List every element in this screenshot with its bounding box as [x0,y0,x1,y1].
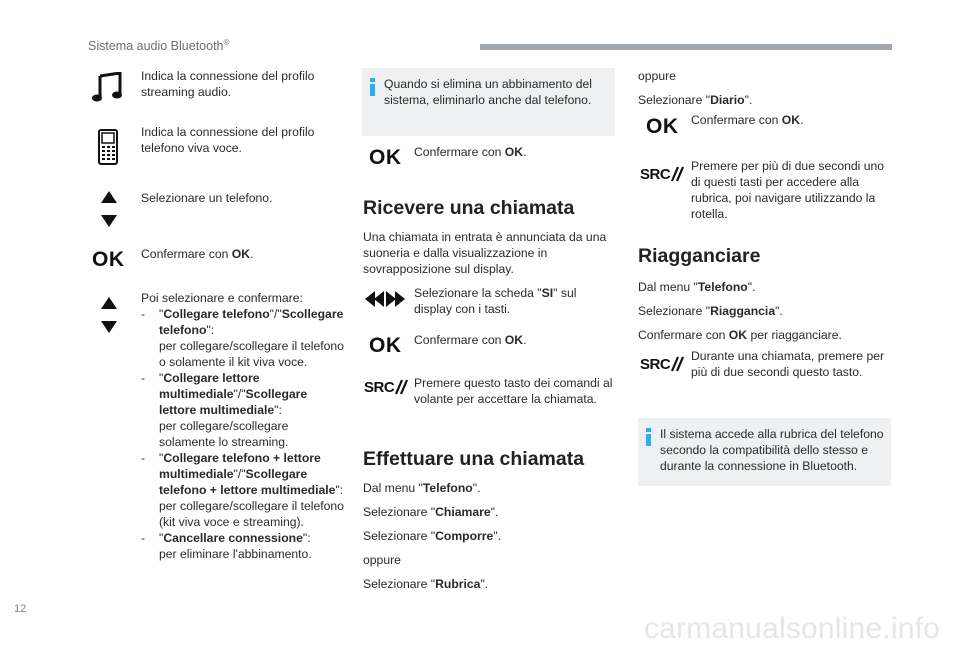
info-phonebook-text: Il sistema accede alla rubrica del telefono secondo la compatibilità dello stesso e durante la connessione in Bluetooth. [660,427,884,473]
music-note-icon [92,72,124,107]
during-call-text: Durante una chiamata, premere per più di due secondi questo tasto. [691,349,885,379]
menu-phone-text: Dal menu "Telefono". [363,481,481,495]
ok-button-icon: OK [646,115,679,138]
connection-options-list [141,306,346,562]
incoming-call-text: Una chiamata in entrata è annunciata da una suoneria e dalla visualizzazione in sovrapposizione sul display. [363,230,607,276]
press-two-seconds-text: Premere per più di due secondi uno di questi tasti per accedere alla rubrica, poi navigare utilizzando la rotella. [691,159,885,221]
select-dial-text: Selezionare "Comporre". [363,529,502,543]
heading-receive-call: Ricevere una chiamata [363,197,575,219]
heading-make-call: Effettuare una chiamata [363,448,585,470]
mobile-phone-icon [97,129,119,170]
watermark: carmanualsonline.info [643,612,940,645]
info-box-phonebook [638,418,891,486]
confirm-hangup-text: Confermare con OK per riagganciare. [638,328,842,342]
select-log-text: Selezionare "Diario". [638,93,753,107]
list-item: - "Collegare telefono + lettore multimediale"/"Scollegare telefono + lettore multimediale": per collegare/scollegare il telefono (kit viva voce e streaming). [141,450,346,530]
handsfree-text: Indica la connessione del profilo telefono viva voce. [141,125,315,155]
confirm-ok-text: Confermare con OK. [141,247,254,261]
src-key-icon: SRC [640,164,684,184]
or-text: oppure [638,69,676,83]
heading-hang-up: Riagganciare [638,245,761,267]
confirm-ok-text: Confermare con OK. [414,333,527,347]
section-title-text: Sistema audio Bluetooth [88,39,224,54]
select-hangup-text: Selezionare "Riaggancia". [638,304,783,318]
list-item: - "Collegare lettore multimediale"/"Scollegare lettore multimediale": per collegare/scollegare solamente lo streaming. [141,370,346,450]
select-phonebook-text: Selezionare "Rubrica". [363,577,489,591]
ok-button-icon: OK [369,146,402,169]
ok-button-icon: OK [92,248,125,271]
page-number: 12 [14,603,27,615]
menu-phone-text: Dal menu "Telefono". [638,280,756,294]
up-down-arrows-icon [101,297,117,338]
info-pairing-text: Quando si elimina un abbinamento del sistema, eliminarlo anche dal telefono. [384,77,593,107]
select-call-text: Selezionare "Chiamare". [363,505,499,519]
confirm-ok-text: Confermare con OK. [691,113,804,127]
header-bar [480,44,892,50]
confirm-ok-text: Confermare con OK. [414,145,527,159]
select-tab-text: Selezionare la scheda "SI" sul display con i tasti. [414,286,577,316]
src-key-icon: SRC [364,377,408,397]
ok-button-icon: OK [369,334,402,357]
info-box-pairing [362,68,615,136]
press-key-text: Premere questo tasto dei comandi al volante per accettare la chiamata. [414,376,613,406]
or-text: oppure [363,553,401,567]
streaming-text: Indica la connessione del profilo streaming audio. [141,69,315,99]
then-select-text: Poi selezionare e confermare: [141,291,303,305]
select-phone-text: Selezionare un telefono. [141,191,273,205]
list-item: - "Collegare telefono"/"Scollegare telefono": per collegare/scollegare il telefono o solamente il kit viva voce. [141,306,346,370]
src-key-icon: SRC [640,354,684,374]
list-item: - "Cancellare connessione": per eliminare l'abbinamento. [141,530,346,562]
section-title [88,38,229,53]
registered-mark: ® [223,38,230,47]
up-down-arrows-icon [101,191,117,232]
left-right-arrows-icon [365,291,405,312]
